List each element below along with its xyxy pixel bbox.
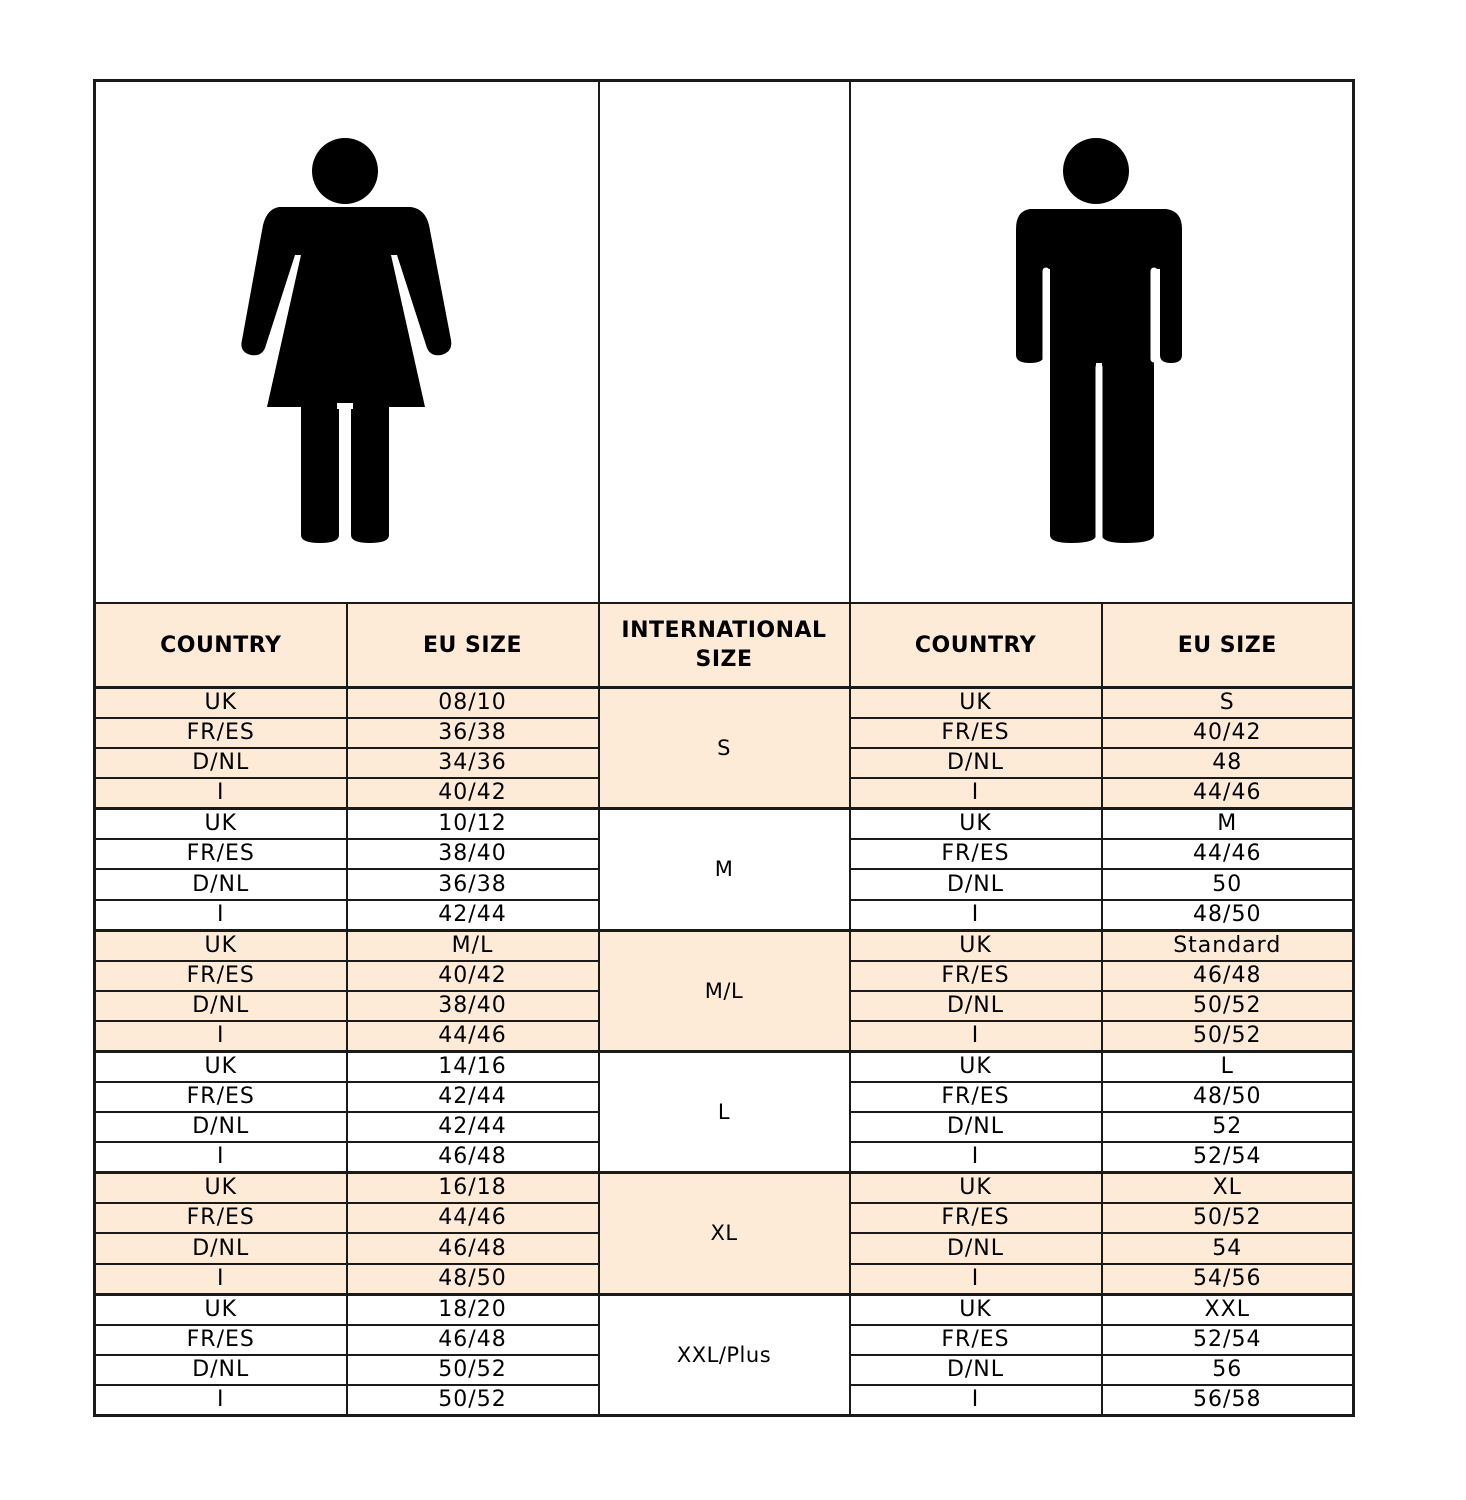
women-eu-size-cell: 44/46 <box>347 1203 599 1233</box>
women-country-cell: FR/ES <box>95 1325 347 1355</box>
men-country-cell: UK <box>850 688 1102 719</box>
women-country-cell: D/NL <box>95 991 347 1021</box>
men-eu-size-cell: M <box>1102 809 1354 840</box>
header-row <box>95 603 1354 688</box>
men-eu-size-cell: 56/58 <box>1102 1385 1354 1416</box>
men-eu-size-cell: 54 <box>1102 1233 1354 1263</box>
women-country-cell: UK <box>95 930 347 961</box>
women-country-cell: FR/ES <box>95 1082 347 1112</box>
table-row <box>95 1051 1354 1082</box>
international-figure-cell <box>599 81 850 604</box>
men-country-cell: UK <box>850 809 1102 840</box>
men-eu-size-cell: 48 <box>1102 748 1354 778</box>
women-eu-size-cell: 46/48 <box>347 1233 599 1263</box>
man-figure-icon <box>1016 137 1186 547</box>
international-size-cell: S <box>599 688 850 809</box>
men-eu-size-cell: S <box>1102 688 1354 719</box>
international-size-cell: M <box>599 809 850 930</box>
size-group <box>95 930 1354 1051</box>
women-eu-size-cell: 38/40 <box>347 839 599 869</box>
men-eu-size-cell: 44/46 <box>1102 778 1354 809</box>
women-eu-size-cell: M/L <box>347 930 599 961</box>
men-country-cell: FR/ES <box>850 1082 1102 1112</box>
men-eu-size-cell: 48/50 <box>1102 1082 1354 1112</box>
women-country-cell: UK <box>95 809 347 840</box>
women-country-cell: D/NL <box>95 748 347 778</box>
women-country-cell: I <box>95 778 347 809</box>
international-size-cell: XXL/Plus <box>599 1294 850 1415</box>
women-eu-size-cell: 42/44 <box>347 1082 599 1112</box>
international-size-header-line2: SIZE <box>695 647 753 672</box>
men-country-cell: D/NL <box>850 869 1102 899</box>
men-country-header: COUNTRY <box>850 603 1102 688</box>
international-size-header-line1: INTERNATIONAL <box>621 618 827 643</box>
women-country-cell: I <box>95 900 347 931</box>
men-eu-size-cell: 50/52 <box>1102 1021 1354 1052</box>
size-group <box>95 809 1354 930</box>
men-country-cell: UK <box>850 1173 1102 1204</box>
women-country-cell: UK <box>95 688 347 719</box>
men-country-cell: I <box>850 1142 1102 1173</box>
men-country-cell: D/NL <box>850 748 1102 778</box>
women-figure-cell <box>95 81 599 604</box>
men-country-cell: UK <box>850 1051 1102 1082</box>
men-country-cell: I <box>850 900 1102 931</box>
men-eu-size-cell: 50/52 <box>1102 991 1354 1021</box>
size-conversion-table <box>93 79 1355 1417</box>
men-eu-size-cell: 50/52 <box>1102 1203 1354 1233</box>
international-size-header <box>599 603 850 688</box>
men-eu-size-cell: XXL <box>1102 1294 1354 1325</box>
table-row <box>95 809 1354 840</box>
women-country-cell: UK <box>95 1294 347 1325</box>
table-row <box>95 688 1354 719</box>
size-group <box>95 1173 1354 1294</box>
women-country-cell: FR/ES <box>95 839 347 869</box>
women-eu-size-cell: 46/48 <box>347 1325 599 1355</box>
table-row <box>95 1294 1354 1325</box>
women-country-cell: UK <box>95 1173 347 1204</box>
men-country-cell: FR/ES <box>850 718 1102 748</box>
size-group <box>95 1294 1354 1415</box>
women-eu-size-cell: 38/40 <box>347 991 599 1021</box>
men-country-cell: FR/ES <box>850 1203 1102 1233</box>
women-eu-size-cell: 08/10 <box>347 688 599 719</box>
men-eu-size-cell: 44/46 <box>1102 839 1354 869</box>
men-eu-size-header: EU SIZE <box>1102 603 1354 688</box>
women-eu-size-cell: 18/20 <box>347 1294 599 1325</box>
women-eu-size-cell: 50/52 <box>347 1385 599 1416</box>
men-eu-size-cell: Standard <box>1102 930 1354 961</box>
women-country-cell: D/NL <box>95 869 347 899</box>
women-eu-size-header: EU SIZE <box>347 603 599 688</box>
size-group <box>95 688 1354 809</box>
women-eu-size-cell: 48/50 <box>347 1264 599 1295</box>
men-eu-size-cell: 40/42 <box>1102 718 1354 748</box>
men-eu-size-cell: 52/54 <box>1102 1325 1354 1355</box>
men-eu-size-cell: 52 <box>1102 1112 1354 1142</box>
women-country-cell: I <box>95 1385 347 1416</box>
men-country-cell: UK <box>850 930 1102 961</box>
men-eu-size-cell: 50 <box>1102 869 1354 899</box>
women-eu-size-cell: 50/52 <box>347 1355 599 1385</box>
women-country-cell: D/NL <box>95 1355 347 1385</box>
men-eu-size-cell: 56 <box>1102 1355 1354 1385</box>
men-eu-size-cell: L <box>1102 1051 1354 1082</box>
men-eu-size-cell: 52/54 <box>1102 1142 1354 1173</box>
women-eu-size-cell: 40/42 <box>347 961 599 991</box>
women-eu-size-cell: 46/48 <box>347 1142 599 1173</box>
men-eu-size-cell: 48/50 <box>1102 900 1354 931</box>
size-chart <box>93 79 1352 1417</box>
men-eu-size-cell: 54/56 <box>1102 1264 1354 1295</box>
men-figure-cell <box>850 81 1354 604</box>
men-country-cell: FR/ES <box>850 1325 1102 1355</box>
women-country-cell: I <box>95 1021 347 1052</box>
international-size-cell: L <box>599 1051 850 1172</box>
men-country-cell: D/NL <box>850 1112 1102 1142</box>
men-eu-size-cell: 46/48 <box>1102 961 1354 991</box>
international-size-cell: XL <box>599 1173 850 1294</box>
women-eu-size-cell: 14/16 <box>347 1051 599 1082</box>
women-country-header: COUNTRY <box>95 603 347 688</box>
men-country-cell: I <box>850 778 1102 809</box>
women-country-cell: FR/ES <box>95 718 347 748</box>
men-country-cell: D/NL <box>850 991 1102 1021</box>
women-eu-size-cell: 36/38 <box>347 718 599 748</box>
women-eu-size-cell: 36/38 <box>347 869 599 899</box>
men-country-cell: I <box>850 1021 1102 1052</box>
international-size-cell: M/L <box>599 930 850 1051</box>
women-eu-size-cell: 44/46 <box>347 1021 599 1052</box>
women-eu-size-cell: 10/12 <box>347 809 599 840</box>
men-country-cell: UK <box>850 1294 1102 1325</box>
men-country-cell: FR/ES <box>850 961 1102 991</box>
men-country-cell: I <box>850 1264 1102 1295</box>
women-eu-size-cell: 34/36 <box>347 748 599 778</box>
women-country-cell: FR/ES <box>95 1203 347 1233</box>
women-eu-size-cell: 40/42 <box>347 778 599 809</box>
women-eu-size-cell: 16/18 <box>347 1173 599 1204</box>
men-country-cell: FR/ES <box>850 839 1102 869</box>
women-country-cell: I <box>95 1264 347 1295</box>
table-row <box>95 1173 1354 1204</box>
men-eu-size-cell: XL <box>1102 1173 1354 1204</box>
men-country-cell: D/NL <box>850 1355 1102 1385</box>
women-country-cell: I <box>95 1142 347 1173</box>
women-eu-size-cell: 42/44 <box>347 1112 599 1142</box>
women-country-cell: UK <box>95 1051 347 1082</box>
women-country-cell: D/NL <box>95 1233 347 1263</box>
women-country-cell: D/NL <box>95 1112 347 1142</box>
women-country-cell: FR/ES <box>95 961 347 991</box>
size-group <box>95 1051 1354 1172</box>
men-country-cell: I <box>850 1385 1102 1416</box>
table-row <box>95 930 1354 961</box>
men-country-cell: D/NL <box>850 1233 1102 1263</box>
women-eu-size-cell: 42/44 <box>347 900 599 931</box>
figure-row <box>95 81 1354 604</box>
woman-figure-icon <box>239 137 454 547</box>
